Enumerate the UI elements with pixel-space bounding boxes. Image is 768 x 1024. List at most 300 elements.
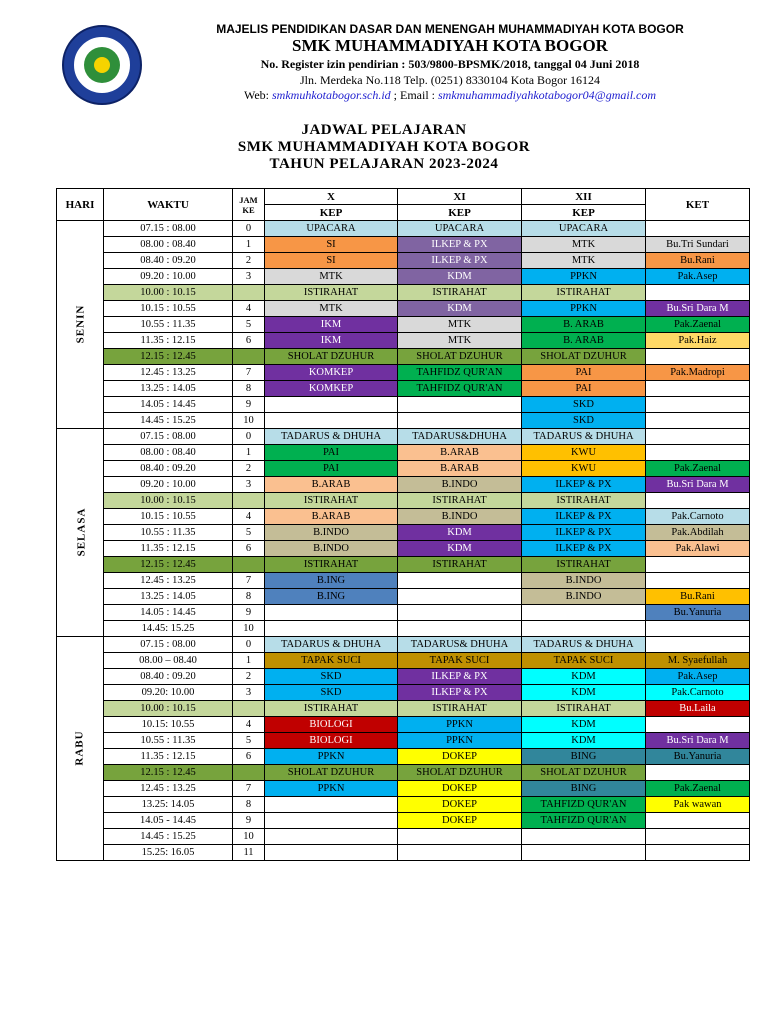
jam-cell: 7 (233, 573, 265, 589)
website-link[interactable]: smkmuhkotabogor.sch.id (272, 88, 391, 102)
jam-cell (233, 701, 265, 717)
jam-cell: 5 (233, 525, 265, 541)
schedule-row (57, 733, 750, 749)
schedule-row (57, 397, 750, 413)
doc-title: JADWAL PELAJARAN (301, 122, 467, 138)
jam-cell: 11 (233, 845, 265, 861)
ket-cell: Bu.Tri Sundari (646, 237, 750, 253)
time-cell: 11.35 : 12.15 (104, 749, 233, 765)
subject-cell-xi: ISTIRAHAT (398, 493, 522, 509)
subject-cell-xii: ILKEP & PX (522, 541, 646, 557)
ket-cell: Pak.Haiz (646, 333, 750, 349)
jam-cell: 2 (233, 253, 265, 269)
email-link[interactable]: smkmuhammadiyahkotabogor04@gmail.com (438, 88, 657, 102)
schedule-row (57, 365, 750, 381)
subject-cell-xi (398, 621, 522, 637)
ket-cell: Pak.Zaenal (646, 461, 750, 477)
schedule-row (57, 333, 750, 349)
time-cell: 07.15 : 08.00 (104, 221, 233, 237)
subject-cell-x: SHOLAT DZUHUR (265, 349, 398, 365)
ket-cell: Bu.Laila (646, 701, 750, 717)
time-cell: 10.15: 10.55 (104, 717, 233, 733)
schedule-row (57, 685, 750, 701)
time-cell: 08.00 : 08.40 (104, 237, 233, 253)
jam-cell: 1 (233, 445, 265, 461)
time-cell: 14.45: 15.25 (104, 621, 233, 637)
subject-cell-x (265, 621, 398, 637)
time-cell: 14.45 : 15.25 (104, 829, 233, 845)
time-cell: 09.20 : 10.00 (104, 269, 233, 285)
ket-cell: Pak.Zaenal (646, 781, 750, 797)
subject-cell-x: ISTIRAHAT (265, 493, 398, 509)
day-name: SENIN (74, 304, 86, 344)
schedule-row (57, 845, 750, 861)
time-cell: 08.40 : 09.20 (104, 253, 233, 269)
subject-cell-xi: ILKEP & PX (398, 685, 522, 701)
time-cell: 12.45 : 13.25 (104, 781, 233, 797)
subject-cell-xi: UPACARA (398, 221, 522, 237)
subject-cell-xii: PPKN (522, 269, 646, 285)
jam-cell: 4 (233, 509, 265, 525)
schedule-row (57, 525, 750, 541)
time-cell: 08.00 : 08.40 (104, 445, 233, 461)
subject-cell-xii (522, 621, 646, 637)
subject-cell-xi: B.ARAB (398, 461, 522, 477)
subject-cell-xi (398, 829, 522, 845)
subject-cell-xi: TADARUS&DHUHA (398, 429, 522, 445)
time-cell: 12.45 : 13.25 (104, 573, 233, 589)
schedule-row (57, 381, 750, 397)
time-cell: 10.15 : 10.55 (104, 301, 233, 317)
ket-cell (646, 813, 750, 829)
subject-cell-x (265, 813, 398, 829)
subject-cell-xii: KDM (522, 685, 646, 701)
schedule-row (57, 221, 750, 237)
ket-cell (646, 765, 750, 781)
time-cell: 11.35 : 12.15 (104, 333, 233, 349)
subject-cell-xii: PPKN (522, 301, 646, 317)
subject-cell-xii: BING (522, 749, 646, 765)
subject-cell-xii: TADARUS & DHUHA (522, 429, 646, 445)
ket-cell (646, 429, 750, 445)
time-cell: 09.20: 10.00 (104, 685, 233, 701)
jam-cell: 10 (233, 829, 265, 845)
subject-cell-x: BIOLOGI (265, 733, 398, 749)
ket-cell (646, 381, 750, 397)
time-cell: 13.25: 14.05 (104, 797, 233, 813)
time-cell: 14.45 : 15.25 (104, 413, 233, 429)
schedule-row (57, 573, 750, 589)
schedule-row (57, 829, 750, 845)
time-cell: 12.15 : 12.45 (104, 557, 233, 573)
subject-cell-xi: ILKEP & PX (398, 237, 522, 253)
subject-cell-xii: ILKEP & PX (522, 525, 646, 541)
schedule-row (57, 237, 750, 253)
doc-subtitle: SMK MUHAMMADIYAH KOTA BOGOR (237, 139, 531, 155)
subject-cell-x (265, 845, 398, 861)
day-label (57, 429, 104, 637)
jam-cell: 6 (233, 333, 265, 349)
subject-cell-x: PAI (265, 461, 398, 477)
ket-cell: Bu.Sri Dara M (646, 733, 750, 749)
ket-cell (646, 637, 750, 653)
contact-line (150, 88, 750, 103)
subject-cell-x: ISTIRAHAT (265, 557, 398, 573)
doc-year: TAHUN PELAJARAN 2023-2024 (269, 156, 499, 172)
jam-cell: 10 (233, 621, 265, 637)
subject-cell-x: B.INDO (265, 525, 398, 541)
schedule-row (57, 589, 750, 605)
subject-cell-x (265, 797, 398, 813)
ket-cell: Pak.Zaenal (646, 317, 750, 333)
jam-cell: 5 (233, 733, 265, 749)
jam-cell: 4 (233, 301, 265, 317)
subject-cell-xi (398, 845, 522, 861)
school-name: SMK MUHAMMADIYAH KOTA BOGOR (292, 36, 608, 55)
subject-cell-xii: B.INDO (522, 573, 646, 589)
subject-cell-x (265, 413, 398, 429)
subject-cell-x: MTK (265, 269, 398, 285)
subject-cell-xii: ISTIRAHAT (522, 701, 646, 717)
organization-name: MAJELIS PENDIDIKAN DASAR DAN MENENGAH MUHAMMADIYAH KOTA BOGOR (216, 22, 684, 36)
subject-cell-x: SI (265, 253, 398, 269)
time-cell: 15.25: 16.05 (104, 845, 233, 861)
ket-cell: Pak.Asep (646, 669, 750, 685)
jam-cell: 3 (233, 269, 265, 285)
schedule-row (57, 253, 750, 269)
subject-cell-xii: SHOLAT DZUHUR (522, 765, 646, 781)
ket-cell: M. Syaefullah (646, 653, 750, 669)
subject-cell-xi: DOKEP (398, 813, 522, 829)
ket-cell (646, 717, 750, 733)
time-cell: 10.55 : 11.35 (104, 317, 233, 333)
subject-cell-xi (398, 573, 522, 589)
subject-cell-x: IKM (265, 317, 398, 333)
subject-cell-x: PPKN (265, 749, 398, 765)
ket-cell: Pak.Carnoto (646, 685, 750, 701)
ket-cell (646, 349, 750, 365)
subject-cell-x: TADARUS & DHUHA (265, 637, 398, 653)
subject-cell-xii: KDM (522, 733, 646, 749)
subject-cell-xi: KDM (398, 541, 522, 557)
jam-cell: 6 (233, 541, 265, 557)
ket-cell: Bu.Yanuria (646, 749, 750, 765)
ket-cell (646, 493, 750, 509)
jam-cell: 0 (233, 637, 265, 653)
subject-cell-xii: ISTIRAHAT (522, 557, 646, 573)
jam-cell (233, 349, 265, 365)
subject-cell-x (265, 605, 398, 621)
subject-cell-xi: B.ARAB (398, 445, 522, 461)
jam-cell: 8 (233, 797, 265, 813)
jam-cell: 2 (233, 461, 265, 477)
subject-cell-xii: KDM (522, 717, 646, 733)
schedule-row (57, 461, 750, 477)
subject-cell-x (265, 829, 398, 845)
time-cell: 10.00 : 10.15 (104, 701, 233, 717)
jam-cell: 1 (233, 237, 265, 253)
subject-cell-xi: KDM (398, 525, 522, 541)
ket-cell: Bu.Yanuria (646, 605, 750, 621)
schedule-row (57, 717, 750, 733)
time-cell: 07.15 : 08.00 (104, 637, 233, 653)
jam-cell: 6 (233, 749, 265, 765)
subject-cell-x: TAPAK SUCI (265, 653, 398, 669)
schedule-row (57, 813, 750, 829)
subject-cell-x: SKD (265, 669, 398, 685)
header-hari: HARI (57, 189, 104, 221)
subject-cell-xi: ISTIRAHAT (398, 701, 522, 717)
subject-cell-xi: DOKEP (398, 781, 522, 797)
jam-cell: 9 (233, 605, 265, 621)
time-cell: 10.55 : 11.35 (104, 733, 233, 749)
schedule-row (57, 669, 750, 685)
time-cell: 12.15 : 12.45 (104, 349, 233, 365)
subject-cell-xi: KDM (398, 301, 522, 317)
subject-cell-xi (398, 605, 522, 621)
header-class-x: X (265, 189, 398, 205)
subject-cell-x: B.ING (265, 573, 398, 589)
jam-cell: 7 (233, 365, 265, 381)
subject-cell-x: B.ARAB (265, 477, 398, 493)
subject-cell-xi: DOKEP (398, 797, 522, 813)
subject-cell-xi: ISTIRAHAT (398, 285, 522, 301)
ket-cell: Pak.Asep (646, 269, 750, 285)
jam-cell: 9 (233, 397, 265, 413)
time-cell: 08.00 – 08.40 (104, 653, 233, 669)
header-kep-xii: KEP (522, 205, 646, 221)
subject-cell-xii: TAHFIZD QUR'AN (522, 797, 646, 813)
ket-cell: Bu.Rani (646, 589, 750, 605)
time-cell: 10.00 : 10.15 (104, 493, 233, 509)
jam-cell: 0 (233, 221, 265, 237)
jam-cell (233, 765, 265, 781)
subject-cell-xi: B.INDO (398, 509, 522, 525)
jam-cell: 4 (233, 717, 265, 733)
email-label: ; Email : (390, 88, 438, 102)
subject-cell-xi: TAHFIDZ QUR'AN (398, 381, 522, 397)
jam-cell: 8 (233, 589, 265, 605)
jam-cell: 3 (233, 477, 265, 493)
ket-cell (646, 397, 750, 413)
header-row-1 (57, 189, 750, 205)
subject-cell-xii: PAI (522, 365, 646, 381)
schedule-row (57, 317, 750, 333)
time-cell: 14.05 : 14.45 (104, 397, 233, 413)
web-label: Web: (243, 88, 272, 102)
ket-cell (646, 845, 750, 861)
subject-cell-xi: SHOLAT DZUHUR (398, 765, 522, 781)
subject-cell-xi: TADARUS& DHUHA (398, 637, 522, 653)
schedule-row (57, 749, 750, 765)
schedule-row (57, 541, 750, 557)
subject-cell-xii (522, 605, 646, 621)
subject-cell-xii (522, 829, 646, 845)
subject-cell-x: TADARUS & DHUHA (265, 429, 398, 445)
ket-cell (646, 221, 750, 237)
jam-cell (233, 285, 265, 301)
subject-cell-xii: KWU (522, 445, 646, 461)
time-cell: 14.05 - 14.45 (104, 813, 233, 829)
school-logo (62, 25, 142, 105)
subject-cell-xii: SKD (522, 397, 646, 413)
subject-cell-xi: MTK (398, 317, 522, 333)
subject-cell-xii: KDM (522, 669, 646, 685)
jam-cell (233, 557, 265, 573)
subject-cell-xii: SKD (522, 413, 646, 429)
subject-cell-x: B.ARAB (265, 509, 398, 525)
subject-cell-xii: ISTIRAHAT (522, 285, 646, 301)
header-class-xi: XI (398, 189, 522, 205)
header-class-xii: XII (522, 189, 646, 205)
schedule-row (57, 605, 750, 621)
ket-cell: Bu.Sri Dara M (646, 301, 750, 317)
subject-cell-xii: BING (522, 781, 646, 797)
jam-cell: 10 (233, 413, 265, 429)
subject-cell-xi: ILKEP & PX (398, 669, 522, 685)
subject-cell-xii: TAPAK SUCI (522, 653, 646, 669)
subject-cell-xi: PPKN (398, 717, 522, 733)
header-kep-xi: KEP (398, 205, 522, 221)
subject-cell-xi: ILKEP & PX (398, 253, 522, 269)
schedule-row (57, 445, 750, 461)
subject-cell-xii: B. ARAB (522, 333, 646, 349)
subject-cell-xi (398, 413, 522, 429)
subject-cell-xi: TAHFIDZ QUR'AN (398, 365, 522, 381)
schedule-row (57, 701, 750, 717)
subject-cell-x: ISTIRAHAT (265, 285, 398, 301)
schedule-row (57, 493, 750, 509)
day-label (57, 637, 104, 861)
subject-cell-xii: MTK (522, 237, 646, 253)
schedule-row (57, 301, 750, 317)
subject-cell-x: UPACARA (265, 221, 398, 237)
ket-cell (646, 413, 750, 429)
subject-cell-xii: UPACARA (522, 221, 646, 237)
ket-cell (646, 573, 750, 589)
schedule-row (57, 797, 750, 813)
subject-cell-x: SHOLAT DZUHUR (265, 765, 398, 781)
subject-cell-xi: TAPAK SUCI (398, 653, 522, 669)
time-cell: 08.40 : 09.20 (104, 669, 233, 685)
jam-cell: 0 (233, 429, 265, 445)
schedule-body (57, 221, 750, 861)
schedule-row (57, 621, 750, 637)
ket-cell (646, 621, 750, 637)
address: Jln. Merdeka No.118 Telp. (0251) 8330104 Kota Bogor 16124 (299, 73, 601, 87)
schedule-row (57, 429, 750, 445)
schedule-row (57, 349, 750, 365)
ket-cell (646, 285, 750, 301)
subject-cell-x: KOMKEP (265, 365, 398, 381)
subject-cell-xii: MTK (522, 253, 646, 269)
schedule-row (57, 285, 750, 301)
subject-cell-xii: ISTIRAHAT (522, 493, 646, 509)
jam-cell: 9 (233, 813, 265, 829)
subject-cell-xi: MTK (398, 333, 522, 349)
subject-cell-xii (522, 845, 646, 861)
subject-cell-xii: KWU (522, 461, 646, 477)
letterhead (0, 0, 768, 110)
header-kep-x: KEP (265, 205, 398, 221)
jam-cell: 7 (233, 781, 265, 797)
schedule-row (57, 765, 750, 781)
header-waktu: WAKTU (104, 189, 233, 221)
subject-cell-x: PAI (265, 445, 398, 461)
jam-cell: 3 (233, 685, 265, 701)
subject-cell-xi: ISTIRAHAT (398, 557, 522, 573)
subject-cell-xii: SHOLAT DZUHUR (522, 349, 646, 365)
ket-cell: Pak.Abdilah (646, 525, 750, 541)
subject-cell-xi: KDM (398, 269, 522, 285)
schedule-row (57, 653, 750, 669)
time-cell: 10.55 : 11.35 (104, 525, 233, 541)
time-cell: 08.40 : 09.20 (104, 461, 233, 477)
time-cell: 13.25 : 14.05 (104, 589, 233, 605)
subject-cell-x: ISTIRAHAT (265, 701, 398, 717)
time-cell: 12.15 : 12.45 (104, 765, 233, 781)
subject-cell-xi: PPKN (398, 733, 522, 749)
subject-cell-x: PPKN (265, 781, 398, 797)
subject-cell-x: SKD (265, 685, 398, 701)
time-cell: 09.20 : 10.00 (104, 477, 233, 493)
subject-cell-xii: ILKEP & PX (522, 509, 646, 525)
subject-cell-x: BIOLOGI (265, 717, 398, 733)
day-label (57, 221, 104, 429)
jam-cell: 2 (233, 669, 265, 685)
time-cell: 07.15 : 08.00 (104, 429, 233, 445)
schedule-row (57, 509, 750, 525)
subject-cell-xi (398, 397, 522, 413)
jam-cell: 8 (233, 381, 265, 397)
subject-cell-xii: B.INDO (522, 589, 646, 605)
ket-cell (646, 557, 750, 573)
subject-cell-x: B.ING (265, 589, 398, 605)
subject-cell-x: KOMKEP (265, 381, 398, 397)
jam-cell: 1 (233, 653, 265, 669)
ket-cell: Pak.Alawi (646, 541, 750, 557)
subject-cell-xii: TAHFIZD QUR'AN (522, 813, 646, 829)
schedule-row (57, 781, 750, 797)
ket-cell: Pak.Carnoto (646, 509, 750, 525)
time-cell: 12.45 : 13.25 (104, 365, 233, 381)
ket-cell: Bu.Sri Dara M (646, 477, 750, 493)
subject-cell-xi: SHOLAT DZUHUR (398, 349, 522, 365)
subject-cell-xi (398, 589, 522, 605)
time-cell: 11.35 : 12.15 (104, 541, 233, 557)
subject-cell-x: B.INDO (265, 541, 398, 557)
ket-cell: Bu.Rani (646, 253, 750, 269)
subject-cell-xii: ILKEP & PX (522, 477, 646, 493)
header-ket: KET (646, 189, 750, 221)
header-jam: JAM KE (233, 189, 265, 221)
ket-cell: Pak wawan (646, 797, 750, 813)
subject-cell-xi: DOKEP (398, 749, 522, 765)
day-name: RABU (73, 730, 86, 766)
subject-cell-xi: B.INDO (398, 477, 522, 493)
subject-cell-x: MTK (265, 301, 398, 317)
jam-cell (233, 493, 265, 509)
subject-cell-xii: TADARUS & DHUHA (522, 637, 646, 653)
schedule-row (57, 637, 750, 653)
register-info: No. Register izin pendirian : 503/9800-BPSMK/2018, tanggal 04 Juni 2018 (260, 57, 640, 71)
subject-cell-x: IKM (265, 333, 398, 349)
ket-cell: Pak.Madropi (646, 365, 750, 381)
time-cell: 13.25 : 14.05 (104, 381, 233, 397)
day-name: SELASA (75, 507, 88, 557)
jam-cell: 5 (233, 317, 265, 333)
schedule-table (56, 188, 750, 861)
